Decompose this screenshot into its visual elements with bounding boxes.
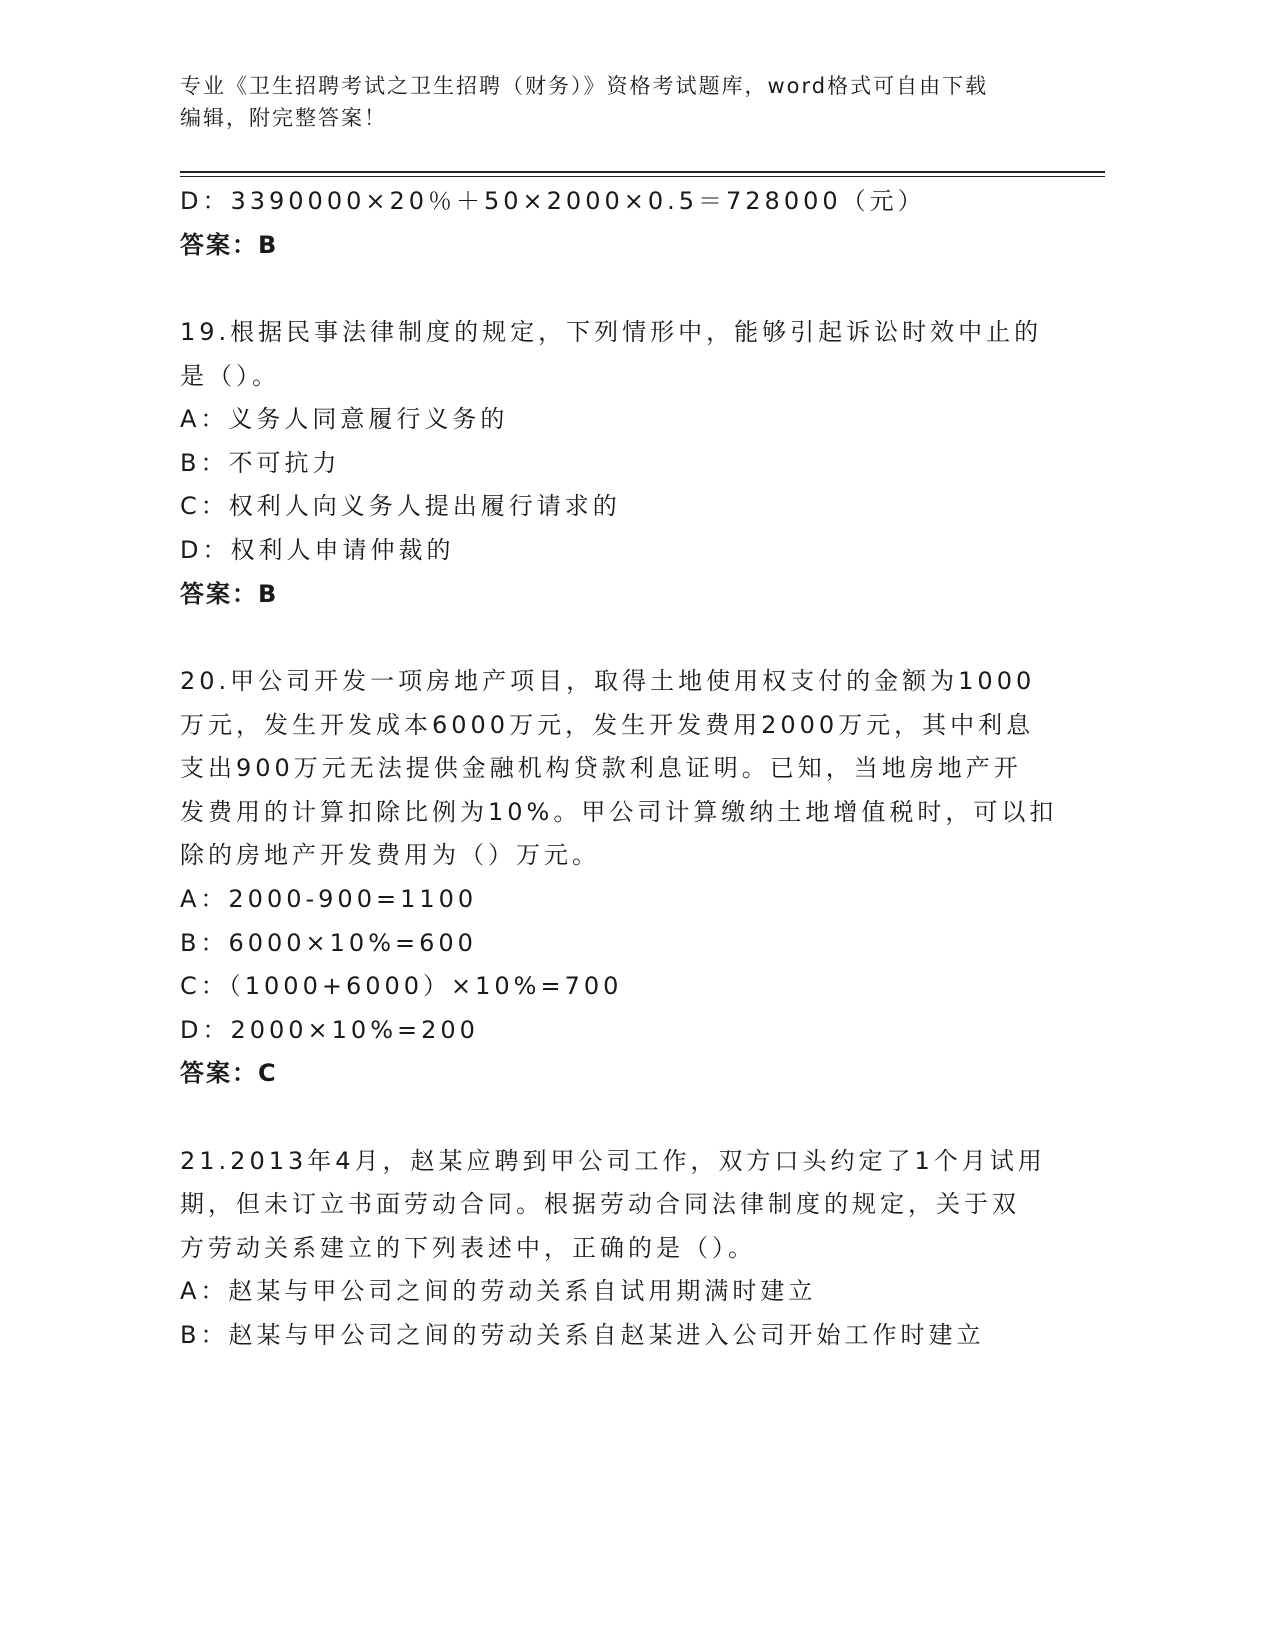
header-divider-thin	[180, 176, 1105, 177]
q21-stem-line-2: 期，但未订立书面劳动合同。根据劳动合同法律制度的规定，关于双	[180, 1190, 1020, 1218]
q18-option-d: D：3390000×20％＋50×2000×0.5＝728000（元）	[180, 187, 926, 215]
q19-option-d: D：权利人申请仲裁的	[180, 536, 455, 564]
header-divider-thick	[180, 171, 1105, 173]
header-line-1: 专业《卫生招聘考试之卫生招聘（财务）》资格考试题库，word格式可自由下载	[180, 74, 989, 98]
q19-stem-line-2: 是（）。	[180, 362, 280, 390]
q20-answer: 答案：C	[180, 1059, 278, 1087]
q19-option-c: C：权利人向义务人提出履行请求的	[180, 492, 621, 520]
q18-answer: 答案：B	[180, 231, 279, 259]
q20-option-b: B：6000×10%=600	[180, 929, 477, 957]
q20-option-a: A：2000-900=1100	[180, 885, 478, 913]
q19-stem-line-1: 19.根据民事法律制度的规定，下列情形中，能够引起诉讼时效中止的	[180, 318, 1043, 346]
q20-option-d: D：2000×10%=200	[180, 1016, 479, 1044]
q20-stem-line-5: 除的房地产开发费用为（）万元。	[180, 841, 600, 869]
q19-answer: 答案：B	[180, 580, 279, 608]
q21-option-a: A：赵某与甲公司之间的劳动关系自试用期满时建立	[180, 1277, 817, 1305]
q19-option-b: B：不可抗力	[180, 449, 341, 477]
document-header	[180, 70, 1060, 134]
header-line-2: 编辑，附完整答案！	[180, 106, 387, 130]
q20-stem-line-2: 万元，发生开发成本6000万元，发生开发费用2000万元，其中利息	[180, 711, 1035, 739]
q20-stem-line-3: 支出900万元无法提供金融机构贷款利息证明。已知，当地房地产开	[180, 754, 1022, 782]
q20-option-c: C：（1000+6000）×10%=700	[180, 972, 623, 1000]
q21-stem-line-3: 方劳动关系建立的下列表述中，正确的是（）。	[180, 1234, 756, 1262]
q21-stem-line-1: 21.2013年4月，赵某应聘到甲公司工作，双方口头约定了1个月试用	[180, 1147, 1046, 1175]
q20-stem-line-4: 发费用的计算扣除比例为10%。甲公司计算缴纳土地增值税时，可以扣	[180, 798, 1058, 826]
q20-stem-line-1: 20.甲公司开发一项房地产项目，取得土地使用权支付的金额为1000	[180, 667, 1036, 695]
q19-option-a: A：义务人同意履行义务的	[180, 405, 509, 433]
q21-option-b: B：赵某与甲公司之间的劳动关系自赵某进入公司开始工作时建立	[180, 1321, 985, 1349]
